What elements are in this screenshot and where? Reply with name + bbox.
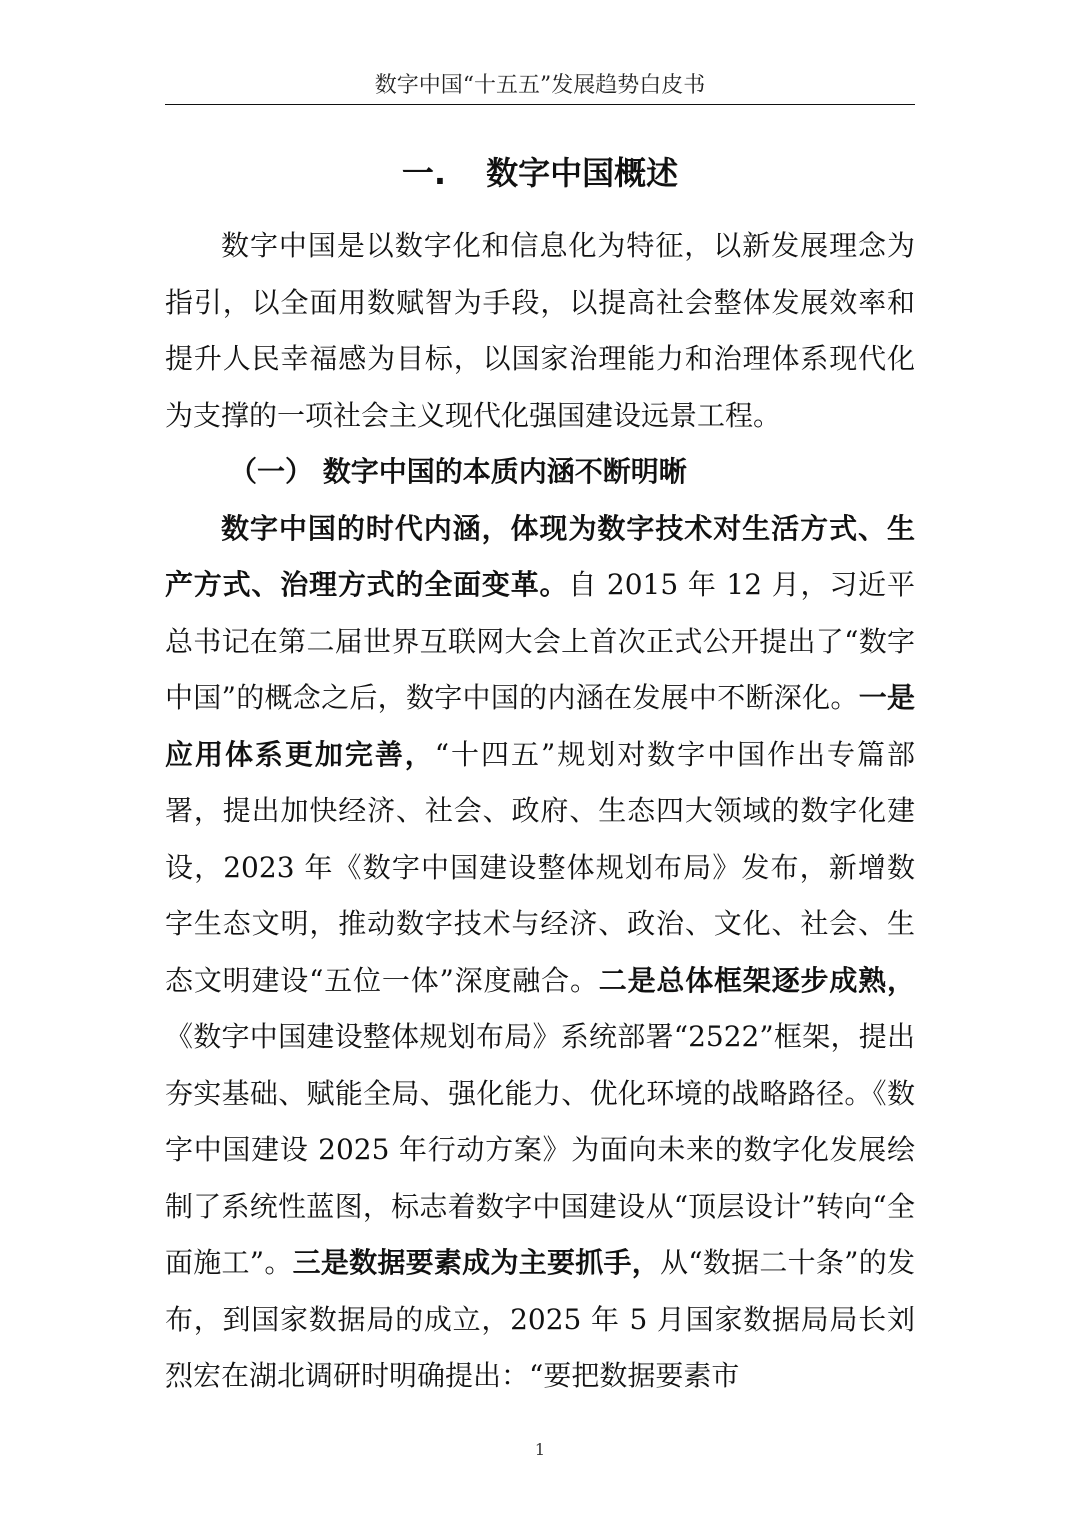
bold-point-2: 二是总体框架逐步成熟， <box>598 963 915 997</box>
para2-text-3: 《数字中国建设整体规划布局》系统部署“2522”框架，提出夯实基础、赋能全局、强化能力、优化环境的战略路径。《数字中国建设 2025 年行动方案》为面向未来的数字化发展绘制了系统性蓝图，标志着数字中国建设从“顶层设计”转向“全面施工”。 <box>165 1020 915 1279</box>
para2-text-1: 自 2015 年 12 月，习近平总书记在第二届世界互联网大会上首次正式公开提出了“数字中国”的概念之后，数字中国的内涵在发展中不断深化。 <box>165 568 915 714</box>
page-number: 1 <box>534 1440 546 1459</box>
para2-text-4: 从“数据二十条”的发布，到国家数据局的成立，2025 年 5 月国家数据局局长刘烈宏在湖北调研时明确提出：“要把数据要素市 <box>165 1246 915 1392</box>
subsection-heading: （一） 数字中国的本质内涵不断明晰 <box>229 455 687 488</box>
intro-paragraph: 数字中国是以数字化和信息化为特征，以新发展理念为指引，以全面用数赋智为手段，以提高社会整体发展效率和提升人民幸福感为目标，以国家治理能力和治理体系现代化为支撑的一项社会主义现代化强国建设远景工程。 <box>165 229 915 432</box>
section-title <box>165 148 915 198</box>
section-title-text: 数字中国概述 <box>486 154 679 192</box>
para2-text-2: “十四五”规划对数字中国作出专篇部署，提出加快经济、社会、政府、生态四大领域的数字化建设，2023 年《数字中国建设整体规划布局》发布，新增数字生态文明，推动数字技术与经济、政治、文化、社会、生态文明建设“五位一体”深度融合。 <box>165 737 915 997</box>
bold-point-3: 三是数据要素成为主要抓手， <box>292 1246 661 1279</box>
header-rule <box>165 104 915 105</box>
bold-lead: 数字中国的时代内涵，体现为数字技术对生活方式、生产方式、治理方式的全面变革。 <box>165 511 915 601</box>
body-text <box>165 218 915 1405</box>
bold-point-1: 一是应用体系更加完善， <box>165 681 915 771</box>
paragraph-2 <box>165 501 915 1405</box>
section-number: 一. <box>401 154 447 192</box>
running-header: 数字中国“十五五”发展趋势白皮书 <box>374 73 706 98</box>
